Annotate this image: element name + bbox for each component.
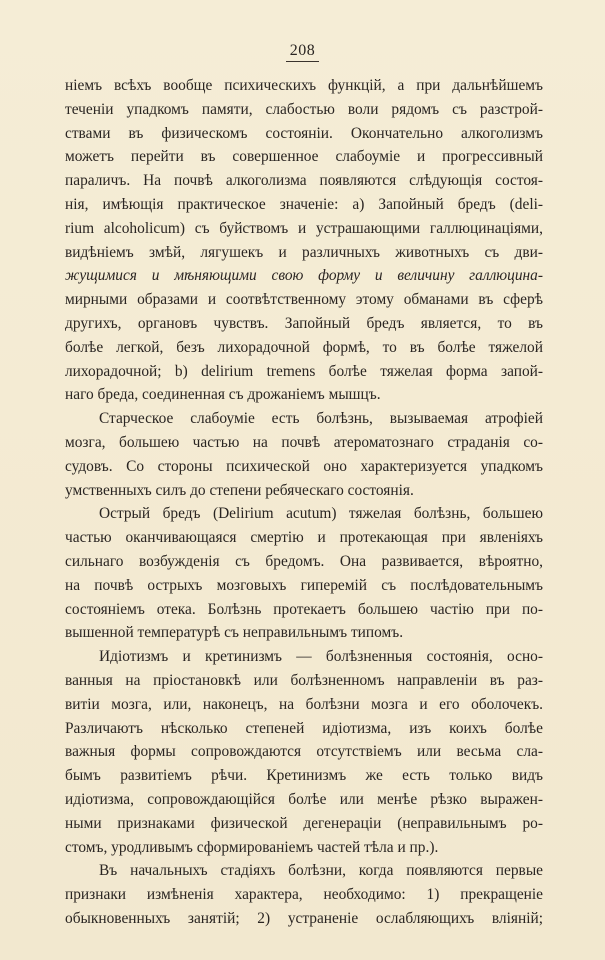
paragraph-start-line: Въ начальныхъ стадіяхъ болѣзни, когда появляются первые xyxy=(99,862,543,880)
text-line: болѣе легкой, безъ лихорадочной формѣ, то въ болѣе тяжелой xyxy=(65,338,543,356)
text-line: вышенной температурѣ съ неправильнымъ типомъ. xyxy=(65,624,404,642)
text-line: ствами въ физическомъ состояніи. Окончательно алкоголизмъ xyxy=(65,124,543,142)
body-text xyxy=(65,74,543,931)
text-line: другихъ, органовъ чувствъ. Запойный бредъ является, то въ xyxy=(65,314,543,332)
text-line: состояніемъ отека. Болѣзнь протекаетъ большею частію при по- xyxy=(65,600,543,618)
text-line: ніемъ всѣхъ вообще психическихъ функцій, а при дальнѣйшемъ xyxy=(65,77,543,94)
text-line: на почвѣ острыхъ мозговыхъ гиперемій съ послѣдовательнымъ xyxy=(65,576,543,594)
text-line: ными признаками физической дегенераціи (неправильнымъ ро- xyxy=(65,814,543,832)
text-line: наго бреда, соединенная съ дрожаніемъ мышцъ. xyxy=(65,386,381,404)
paragraph-start-line: Идіотизмъ и кретинизмъ — болѣзненныя состоянія, осно- xyxy=(99,648,543,666)
text-line: можетъ перейти въ совершенное слабоуміе и прогрессивный xyxy=(65,148,543,166)
text-line: теченіи упадкомъ памяти, слабостью воли рядомъ съ разстрой- xyxy=(65,100,543,118)
text-line: видѣніемъ змѣй, лягушекъ и различныхъ животныхъ съ дви- xyxy=(65,243,543,261)
text-line: мирными образами и соотвѣтственному этому обманами въ сферѣ xyxy=(65,291,543,309)
text-line: обыкновенныхъ занятій; 2) устраненіе ослабляющихъ вліяній; xyxy=(65,909,543,927)
page-number: 208 xyxy=(0,42,605,62)
text-line: стомъ, уродливымъ сформированіемъ частей тѣла и пр.). xyxy=(65,838,439,856)
text-line: жущимися и мѣняющими свою форму и величину галлюцина- xyxy=(65,267,543,285)
text-line: умственныхъ силъ до степени ребяческаго состоянія. xyxy=(65,481,414,499)
text-line: идіотизма, сопровождающійся болѣе или менѣе рѣзко выражен- xyxy=(65,790,543,808)
text-line: ванныя на пріостановкѣ или болѣзненномъ направленіи въ раз- xyxy=(65,671,543,689)
text-line: rium alcoholicum) съ буйствомъ и устрашающими галлюцинаціями, xyxy=(65,219,543,237)
text-line: частью оканчивающаяся смертію и протекающая при явленіяхъ xyxy=(65,529,543,547)
text-line: Различаютъ нѣсколько степеней идіотизма, изъ коихъ болѣе xyxy=(65,719,543,737)
text-line: параличъ. На почвѣ алкоголизма появляются слѣдующія состоя- xyxy=(65,172,543,190)
text-line: нія, имѣющія практическое значеніе: a) Запойный бредъ (deli- xyxy=(65,195,543,213)
text-line: бымъ развитіемъ рѣчи. Кретинизмъ же есть только видъ xyxy=(65,767,543,785)
text-line: сильнаго возбужденія съ бредомъ. Она развивается, вѣроятно, xyxy=(65,552,543,570)
text-line: мозга, большею частью на почвѣ атероматознаго страданія со- xyxy=(65,433,543,451)
text-line: судовъ. Со стороны психической оно характеризуется упадкомъ xyxy=(65,457,543,475)
paragraph-start-line: Острый бредъ (Delirium acutum) тяжелая болѣзнь, большею xyxy=(99,505,543,523)
paragraph-start-line: Старческое слабоуміе есть болѣзнь, вызываемая атрофіей xyxy=(99,410,543,428)
text-line: лихорадочной; b) delirium tremens болѣе тяжелая форма запой- xyxy=(65,362,543,380)
text-line: витіи мозга, или, наконецъ, на болѣзни мозга и его оболочекъ. xyxy=(65,695,543,713)
text-line: важныя формы сопровождаются отсутствіемъ или весьма сла- xyxy=(65,743,543,761)
text-line: признаки измѣненія характера, необходимо: 1) прекращеніе xyxy=(65,886,543,904)
